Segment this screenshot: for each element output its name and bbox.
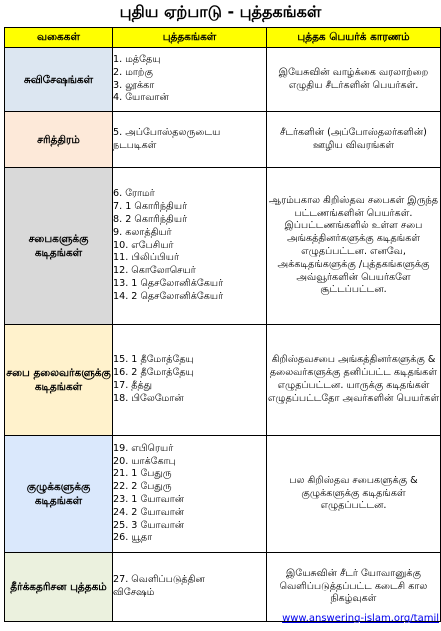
- category-cell: குழுக்களுக்கு கடிதங்கள்: [5, 436, 113, 553]
- books-cell: [113, 48, 267, 112]
- reason-cell: இயேசுவின் சீடர் யோவானுக்கு வெளிப்படுத்தப்பட்ட கடைசி கால நிகழ்வுகள்: [267, 553, 441, 622]
- book-item: 20. யாக்கோபு: [113, 455, 176, 467]
- header-reason: புத்தக பெயர்க் காரணம்: [267, 28, 441, 48]
- reason-cell: பல கிறிஸ்தவ சபைகளுக்கு & குழுக்களுக்கு கடிதங்கள் எழுதப்பட்டன.: [267, 436, 441, 553]
- table-row: [5, 553, 441, 622]
- table-row: [5, 325, 441, 436]
- book-item: 4. யோவான்: [113, 92, 169, 104]
- new-testament-books-table: [4, 27, 441, 622]
- book-item: 2. மாற்கு: [113, 66, 153, 78]
- books-cell: [113, 325, 267, 436]
- book-item: 11. பிலிப்பியர்: [113, 252, 179, 264]
- book-item: 14. 2 தெசலோனிக்கேயர்: [113, 290, 224, 302]
- book-item: 12. கொலோசெயர்: [113, 265, 196, 277]
- category-cell: சரித்திரம்: [5, 112, 113, 168]
- book-item: 22. 2 பேதுரு: [113, 481, 172, 493]
- source-link[interactable]: www.answering-islam.org/tamil: [282, 613, 439, 624]
- books-cell: [113, 436, 267, 553]
- book-item: 16. 2 தீமோத்தேயு: [113, 367, 194, 379]
- book-item: 10. எபேசியர்: [113, 239, 174, 251]
- book-item: 24. 2 யோவான்: [113, 506, 185, 518]
- reason-cell: கிறிஸ்தவசபை அங்கத்தினர்களுக்கு & தலைவர்களுக்கு தனிப்பட்ட கடிதங்கள் எழுதப்பட்டன. யாருக்கு கடிதங்கள் எழுதப்பட்டதோ அவர்களின் பெயர்கள்: [267, 325, 441, 436]
- book-item: 8. 2 கொரிந்தியர்: [113, 214, 188, 225]
- book-item: 17. தீத்து: [113, 380, 153, 391]
- page-title: புதிய ஏற்பாடு - புத்தகங்கள்: [119, 2, 322, 21]
- book-item: 15. 1 தீமோத்தேயு: [113, 354, 194, 366]
- book-item: 9. கலாத்தியர்: [113, 226, 172, 238]
- category-cell: சுவிசேஷங்கள்: [5, 48, 113, 112]
- book-item: நடபடிகள்: [113, 139, 157, 151]
- header-category: வகைகள்: [5, 28, 113, 48]
- books-cell: [113, 112, 267, 168]
- book-item: 21. 1 பேதுரு: [113, 468, 172, 480]
- book-item: 3. லூக்கா: [113, 79, 155, 91]
- book-item: 1. மத்தேயு: [113, 53, 161, 65]
- book-item: 19. எபிரெயர்: [113, 442, 174, 454]
- table-row: [5, 112, 441, 168]
- category-cell: சபை தலைவர்களுக்கு கடிதங்கள்: [5, 325, 113, 436]
- reason-cell: சீடர்களின் (அப்போஸ்தலர்களின்) ஊழிய விவரங்கள்: [267, 112, 441, 168]
- book-item: 13. 1 தெசலோனிக்கேயர்: [113, 277, 224, 289]
- book-item: விசேஷம்: [113, 587, 155, 598]
- book-item: 26. யூதா: [113, 532, 153, 544]
- table-row: [5, 48, 441, 112]
- category-cell: தீர்க்கதரிசன புத்தகம்: [5, 553, 113, 622]
- book-item: 6. ரோமர்: [113, 188, 155, 200]
- table-row: [5, 436, 441, 553]
- books-cell: [113, 553, 267, 622]
- book-item: 25. 3 யோவான்: [113, 519, 185, 531]
- book-item: 5. அப்போஸ்தலருடைய: [113, 126, 221, 138]
- category-cell: சபைகளுக்கு கடிதங்கள்: [5, 168, 113, 325]
- header-books: புத்தகங்கள்: [113, 28, 267, 48]
- table-header-row: [5, 28, 441, 48]
- book-item: 23. 1 யோவான்: [113, 494, 185, 505]
- book-item: 18. பிலேமோன்: [113, 392, 184, 404]
- book-item: 7. 1 கொரிந்தியர்: [113, 201, 188, 213]
- reason-cell: இயேசுவின் வாழ்க்கை வரலாற்றை எழுதிய சீடர்களின் பெயர்கள்.: [267, 48, 441, 112]
- book-item: 27. வெளிப்படுத்தின: [113, 574, 205, 586]
- books-cell: [113, 168, 267, 325]
- table-row: [5, 168, 441, 325]
- reason-cell: ஆரம்பகால கிறிஸ்தவ சபைகள் இருந்த பட்டணங்களின் பெயர்கள். இப்பட்டணங்களில் உள்ள சபை அங்கத்தினர்களுக்கு கடிதங்கள் எழுதப்பட்டன. எனவே, அக்கடிதங்களுக்கு /புத்தகங்களுக்கு அவ்வூர்களின் பெயர்களே சூட்டப்பட்டன.: [267, 168, 441, 325]
